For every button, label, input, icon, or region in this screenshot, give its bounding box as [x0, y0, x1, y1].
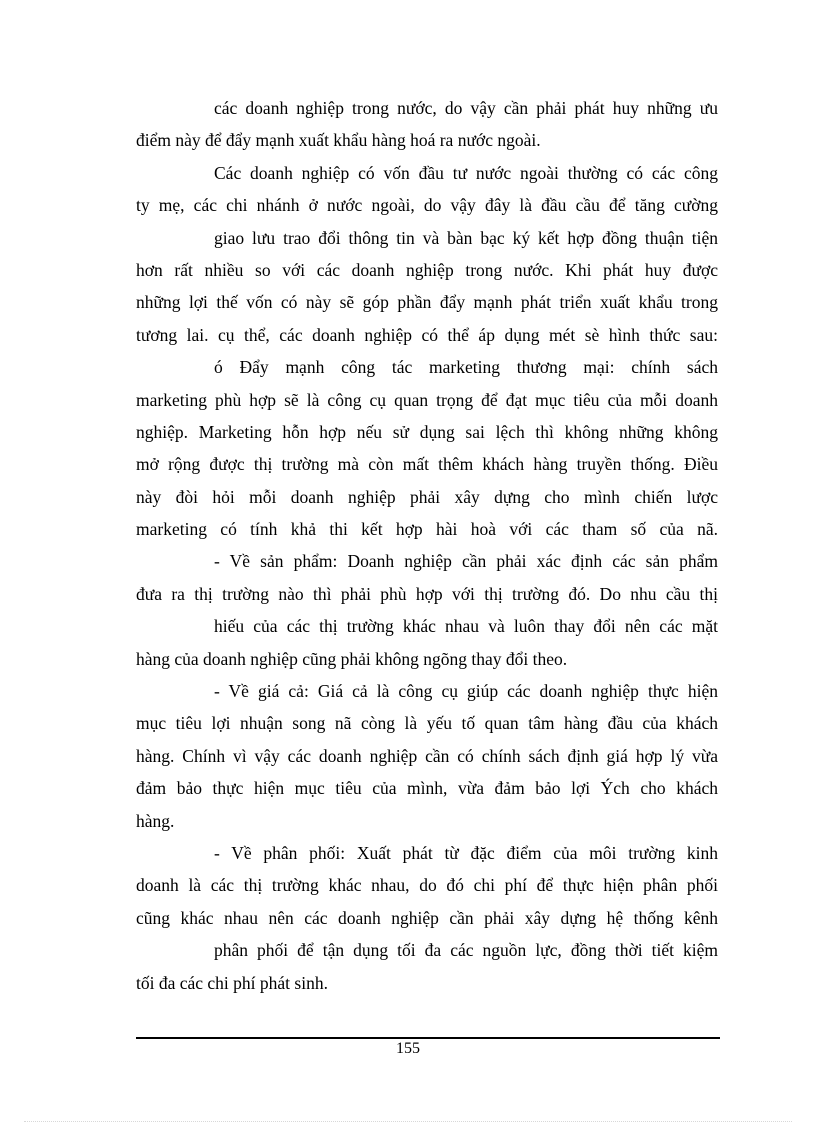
text-line: - Về phân phối: Xuất phát từ đặc điểm của môi trường kinh — [214, 842, 718, 863]
text-line: hàng. — [136, 810, 175, 831]
text-line: ty mẹ, các chi nhánh ở nước ngoài, do vậy đây là đầu cầu để tăng cường — [136, 195, 718, 216]
text-line: tương lai. cụ thể, các doanh nghiệp có thể áp dụng mét sè hình thức sau: — [136, 324, 718, 345]
page-number: 155 — [396, 1040, 420, 1057]
text-line: tối đa các chi phí phát sinh. — [136, 972, 328, 993]
text-line: phân phối để tận dụng tối đa các nguồn lực, đồng thời tiết kiệm — [214, 940, 718, 961]
text-line: mục tiêu lợi nhuận song nã còng là yếu tố quan tâm hàng đầu của khách — [136, 713, 718, 734]
text-line: ó Đẩy mạnh công tác marketing thương mại: chính sách — [214, 357, 718, 378]
text-line: cũng khác nhau nên các doanh nghiệp cần phải xây dựng hệ thống kênh — [136, 907, 718, 928]
text-line: - Về giá cả: Giá cả là công cụ giúp các doanh nghiệp thực hiện — [214, 681, 718, 702]
text-line: Các doanh nghiệp có vốn đầu tư nước ngoài thường có các công — [214, 162, 718, 183]
text-line: giao lưu trao đổi thông tin và bàn bạc ký kết hợp đồng thuận tiện — [214, 227, 718, 248]
text-line: marketing phù hợp sẽ là công cụ quan trọng để đạt mục tiêu của mỗi doanh — [136, 389, 718, 410]
page-bottom-dotted-border — [24, 1121, 792, 1122]
text-line: hàng. Chính vì vậy các doanh nghiệp cần có chính sách định giá hợp lý vừa — [136, 745, 718, 766]
text-line: doanh là các thị trường khác nhau, do đó chi phí để thực hiện phân phối — [136, 875, 718, 896]
body-text — [136, 92, 718, 999]
text-line: mở rộng được thị trường mà còn mất thêm khách hàng truyền thống. Điều — [136, 454, 718, 475]
text-line: hơn rất nhiều so với các doanh nghiệp trong nước. Khi phát huy được — [136, 259, 718, 280]
text-line: hàng của doanh nghiệp cũng phải không ngõng thay đổi theo. — [136, 648, 568, 669]
text-line: đưa ra thị trường nào thì phải phù hợp với thị trường đó. Do nhu cầu thị — [136, 583, 718, 604]
text-line: này đòi hỏi mỗi doanh nghiệp phải xây dựng cho mình chiến lược — [136, 486, 718, 507]
text-line: - Về sản phẩm: Doanh nghiệp cần phải xác định các sản phẩm — [214, 551, 718, 572]
text-line: marketing có tính khả thi kết hợp hài hoà với các tham số của nã. — [136, 519, 718, 540]
text-line: nghiệp. Marketing hỗn hợp nếu sử dụng sai lệch thì không những không — [136, 421, 718, 442]
text-line: điểm này để đẩy mạnh xuất khẩu hàng hoá ra nước ngoài. — [136, 130, 541, 151]
text-line: hiếu của các thị trường khác nhau và luôn thay đổi nên các mặt — [214, 616, 718, 637]
text-line: đảm bảo thực hiện mục tiêu của mình, vừa đảm bảo lợi Ých cho khách — [136, 778, 718, 799]
text-line: những lợi thế vốn có này sẽ góp phần đẩy mạnh phát triển xuất khẩu trong — [136, 292, 718, 313]
text-line: các doanh nghiệp trong nước, do vậy cần phải phát huy những ưu — [214, 98, 718, 118]
